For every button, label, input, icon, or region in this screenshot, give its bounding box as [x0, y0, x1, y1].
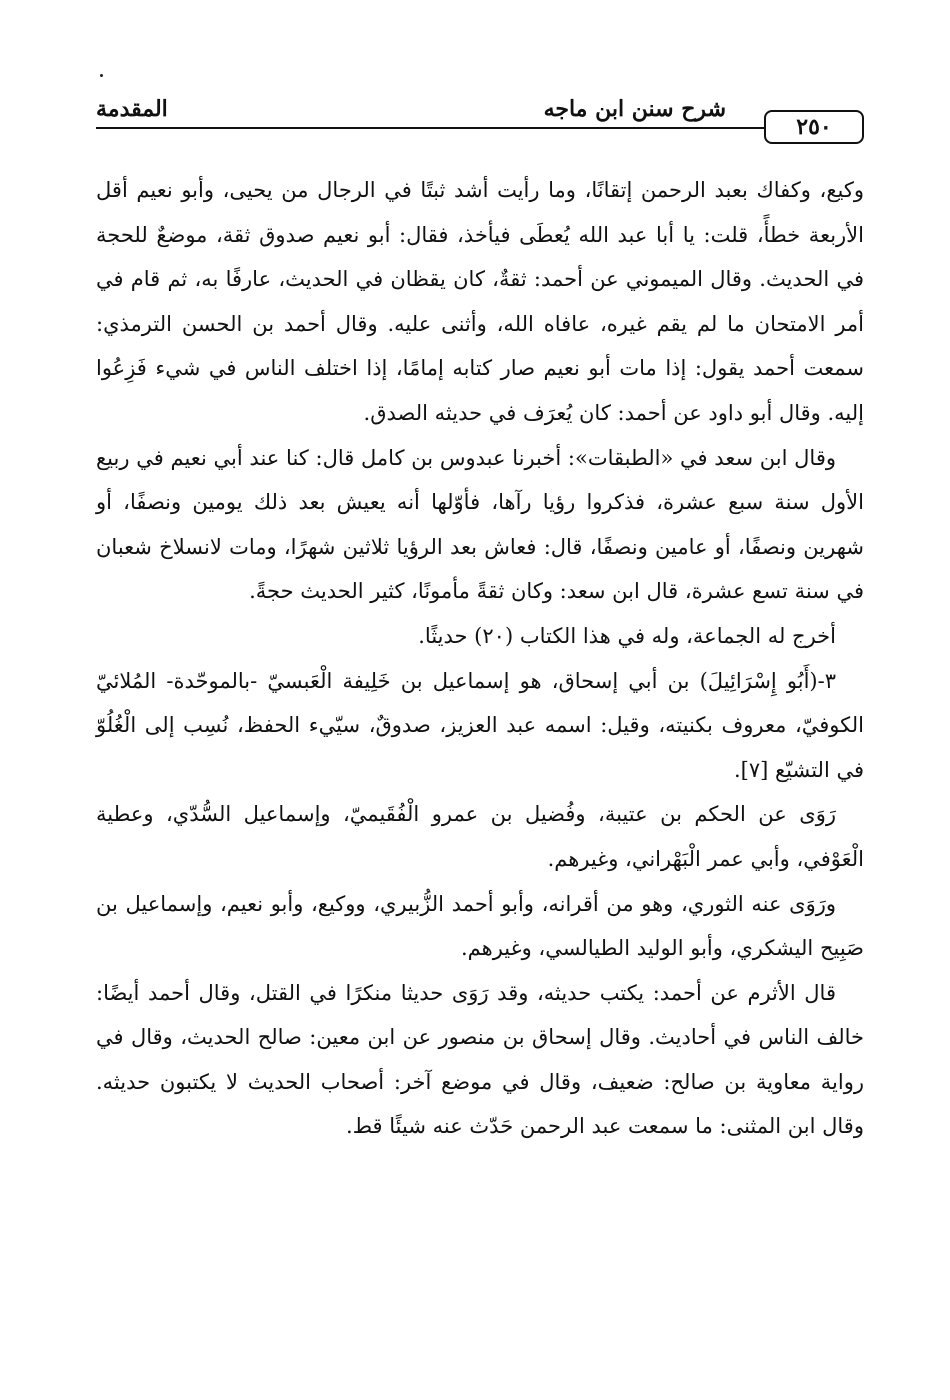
- page-number-box: [764, 110, 864, 144]
- header-rule: [96, 127, 766, 129]
- paragraph: ورَوَى عنه الثوري، وهو من أقرانه، وأبو أحمد الزُّبيري، ووكيع، وأبو نعيم، وإسماعيل بن صَبِيح اليشكري، وأبو الوليد الطيالسي، وغيرهم.: [96, 891, 864, 961]
- running-header: [96, 90, 864, 160]
- paragraph: وقال ابن سعد في «الطبقات»: أخبرنا عبدوس بن كامل قال: كنا عند أبي نعيم في ربيع الأول سنة سبع عشرة، فذكروا رؤيا رآها، فأوّلها أنه يعيش بعد ذلك يومين ونصفًا، أو شهرين ونصفًا، أو عامين ونصفًا، قال: فعاش بعد الرؤيا ثلاثين شهرًا، ومات لانسلاخ شعبان في سنة تسع عشرة، قال ابن سعد: وكان ثقةً مأمونًا، كثير الحديث حجةً.: [96, 445, 864, 604]
- header-section-title: المقدمة: [96, 96, 168, 122]
- page-number: ٢٥٠: [796, 114, 832, 140]
- paragraph: وكيع، وكفاك بعبد الرحمن إتقانًا، وما رأيت أشد ثبتًا في الرجال من يحيى، وأبو نعيم أقل الأربعة خطأً، قلت: يا أبا عبد الله يُعطَى فيأخذ، فقال: أبو نعيم صدوق ثقة، موضعٌ للحجة في الحديث. وقال الميموني عن أحمد: ثقةٌ، كان يقظان في الحديث، عارفًا به، ثم قام في أمر الامتحان ما لم يقم غيره، عافاه الله، وأثنى عليه. وقال أحمد بن الحسن الترمذي: سمعت أحمد يقول: إذا مات أبو نعيم صار كتابه إمامًا، إذا اختلف الناس في شيء فَزِعُوا إليه. وقال أبو داود عن أحمد: كان يُعرَف في حديثه الصدق.: [96, 178, 864, 425]
- paragraph: قال الأثرم عن أحمد: يكتب حديثه، وقد رَوَى حديثا منكرًا في القتل، وقال أحمد أيضًا: خالف الناس في أحاديث. وقال إسحاق بن منصور عن ابن معين: صالح الحديث، وقال في رواية معاوية بن صالح: ضعيف، وقال في موضع آخر: أصحاب الحديث لا يكتبون حديثه. وقال ابن المثنى: ما سمعت عبد الرحمن حَدّث عنه شيئًا قط.: [96, 980, 864, 1139]
- header-book-title: شرح سنن ابن ماجه: [543, 96, 726, 122]
- page-speck: [100, 74, 103, 77]
- paragraph: رَوَى عن الحكم بن عتيبة، وفُضيل بن عمرو الْفُقَيميّ، وإسماعيل السُّدّي، وعطية الْعَوْفي، وأبي عمر الْبَهْراني، وغيرهم.: [96, 802, 864, 871]
- paragraph: ٣-(أَبُو إِسْرَائِيلَ) بن أبي إسحاق، هو إسماعيل بن خَلِيفة الْعَبسيّ -بالموحّدة- المُلائيّ الكوفيّ، معروف بكنيته، وقيل: اسمه عبد العزيز، صدوقٌ، سيّيء الحفظ، نُسِب إلى الْغُلُوّ في التشيّع [٧].: [96, 668, 864, 782]
- paragraph: أخرج له الجماعة، وله في هذا الكتاب (٢٠) حديثًا.: [418, 623, 836, 648]
- page-body: [96, 168, 864, 1149]
